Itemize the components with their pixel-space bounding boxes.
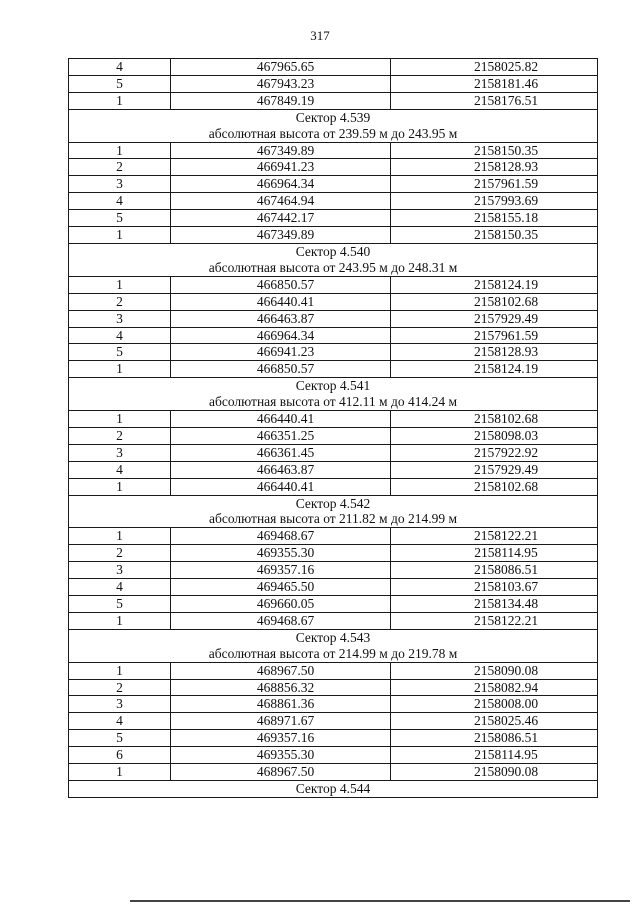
y-coordinate-cell: 2157929.49: [391, 310, 598, 327]
x-coordinate-cell: 466941.23: [171, 159, 391, 176]
y-coordinate-cell: 2157961.59: [391, 327, 598, 344]
sector-title: Сектор 4.543: [69, 629, 598, 645]
x-coordinate-cell: 466440.41: [171, 293, 391, 310]
sector-title-row: [69, 378, 598, 394]
table-row: [69, 411, 598, 428]
y-coordinate-cell: 2158086.51: [391, 562, 598, 579]
x-coordinate-cell: 467349.89: [171, 227, 391, 244]
table-row: [69, 159, 598, 176]
table-row: [69, 713, 598, 730]
point-number-cell: 1: [69, 411, 171, 428]
point-number-cell: 1: [69, 361, 171, 378]
table-row: [69, 193, 598, 210]
y-coordinate-cell: 2158150.35: [391, 142, 598, 159]
y-coordinate-cell: 2158102.68: [391, 411, 598, 428]
y-coordinate-cell: 2158008.00: [391, 696, 598, 713]
y-coordinate-cell: 2158122.21: [391, 612, 598, 629]
table-row: [69, 142, 598, 159]
x-coordinate-cell: 468967.50: [171, 662, 391, 679]
point-number-cell: 5: [69, 344, 171, 361]
table-row: [69, 75, 598, 92]
sector-altitude-range-row: [69, 126, 598, 142]
point-number-cell: 1: [69, 227, 171, 244]
table-row: [69, 176, 598, 193]
y-coordinate-cell: 2158102.68: [391, 478, 598, 495]
y-coordinate-cell: 2158082.94: [391, 679, 598, 696]
y-coordinate-cell: 2158102.68: [391, 293, 598, 310]
y-coordinate-cell: 2158122.21: [391, 528, 598, 545]
point-number-cell: 2: [69, 293, 171, 310]
table-row: [69, 361, 598, 378]
table-row: [69, 227, 598, 244]
sector-title: Сектор 4.544: [69, 780, 598, 797]
table-row: [69, 427, 598, 444]
table-row: [69, 444, 598, 461]
y-coordinate-cell: 2158114.95: [391, 545, 598, 562]
point-number-cell: 1: [69, 276, 171, 293]
x-coordinate-cell: 466850.57: [171, 276, 391, 293]
sector-altitude-range: абсолютная высота от 214.99 м до 219.78 м: [69, 646, 598, 662]
point-number-cell: 1: [69, 528, 171, 545]
table-row: [69, 562, 598, 579]
y-coordinate-cell: 2158086.51: [391, 730, 598, 747]
sector-altitude-range-row: [69, 394, 598, 410]
y-coordinate-cell: 2158114.95: [391, 747, 598, 764]
point-number-cell: 1: [69, 662, 171, 679]
table-row: [69, 210, 598, 227]
point-number-cell: 4: [69, 193, 171, 210]
point-number-cell: 5: [69, 730, 171, 747]
x-coordinate-cell: 469660.05: [171, 596, 391, 613]
y-coordinate-cell: 2157922.92: [391, 444, 598, 461]
point-number-cell: 4: [69, 713, 171, 730]
sector-title: Сектор 4.541: [69, 378, 598, 394]
coordinates-table: [68, 58, 598, 798]
point-number-cell: 6: [69, 747, 171, 764]
x-coordinate-cell: 467965.65: [171, 59, 391, 76]
table-row: [69, 596, 598, 613]
x-coordinate-cell: 468967.50: [171, 764, 391, 781]
sector-altitude-range: абсолютная высота от 243.95 м до 248.31 м: [69, 260, 598, 276]
x-coordinate-cell: 469355.30: [171, 747, 391, 764]
point-number-cell: 1: [69, 612, 171, 629]
y-coordinate-cell: 2158124.19: [391, 276, 598, 293]
table-row: [69, 344, 598, 361]
y-coordinate-cell: 2158025.82: [391, 59, 598, 76]
point-number-cell: 1: [69, 92, 171, 109]
y-coordinate-cell: 2158103.67: [391, 579, 598, 596]
y-coordinate-cell: 2158090.08: [391, 662, 598, 679]
point-number-cell: 4: [69, 579, 171, 596]
x-coordinate-cell: 469355.30: [171, 545, 391, 562]
table-row: [69, 679, 598, 696]
x-coordinate-cell: 468971.67: [171, 713, 391, 730]
x-coordinate-cell: 468856.32: [171, 679, 391, 696]
point-number-cell: 4: [69, 461, 171, 478]
y-coordinate-cell: 2158098.03: [391, 427, 598, 444]
y-coordinate-cell: 2158090.08: [391, 764, 598, 781]
y-coordinate-cell: 2158134.48: [391, 596, 598, 613]
table-row: [69, 764, 598, 781]
x-coordinate-cell: 466964.34: [171, 176, 391, 193]
point-number-cell: 1: [69, 764, 171, 781]
x-coordinate-cell: 466440.41: [171, 478, 391, 495]
point-number-cell: 4: [69, 59, 171, 76]
sector-title-row: [69, 243, 598, 259]
table-row: [69, 662, 598, 679]
x-coordinate-cell: 466440.41: [171, 411, 391, 428]
table-row: [69, 579, 598, 596]
table-row: [69, 327, 598, 344]
table-row: [69, 730, 598, 747]
point-number-cell: 2: [69, 545, 171, 562]
sector-title-row: [69, 109, 598, 125]
x-coordinate-cell: 468861.36: [171, 696, 391, 713]
table-row: [69, 545, 598, 562]
sector-altitude-range: абсолютная высота от 239.59 м до 243.95 м: [69, 126, 598, 142]
table-row: [69, 528, 598, 545]
x-coordinate-cell: 467464.94: [171, 193, 391, 210]
y-coordinate-cell: 2158176.51: [391, 92, 598, 109]
x-coordinate-cell: 467442.17: [171, 210, 391, 227]
table-row: [69, 310, 598, 327]
sector-altitude-range: абсолютная высота от 211.82 м до 214.99 м: [69, 511, 598, 527]
x-coordinate-cell: 469468.67: [171, 528, 391, 545]
sector-title: Сектор 4.539: [69, 109, 598, 125]
x-coordinate-cell: 466463.87: [171, 310, 391, 327]
x-coordinate-cell: 469468.67: [171, 612, 391, 629]
point-number-cell: 3: [69, 310, 171, 327]
y-coordinate-cell: 2158025.46: [391, 713, 598, 730]
y-coordinate-cell: 2158150.35: [391, 227, 598, 244]
point-number-cell: 5: [69, 596, 171, 613]
sector-title-row: [69, 780, 598, 797]
sector-altitude-range: абсолютная высота от 412.11 м до 414.24 м: [69, 394, 598, 410]
sector-title-row: [69, 495, 598, 511]
table-row: [69, 747, 598, 764]
x-coordinate-cell: 469465.50: [171, 579, 391, 596]
table-row: [69, 276, 598, 293]
point-number-cell: 1: [69, 142, 171, 159]
point-number-cell: 2: [69, 427, 171, 444]
x-coordinate-cell: 466964.34: [171, 327, 391, 344]
y-coordinate-cell: 2158155.18: [391, 210, 598, 227]
table-row: [69, 293, 598, 310]
y-coordinate-cell: 2158128.93: [391, 344, 598, 361]
y-coordinate-cell: 2157961.59: [391, 176, 598, 193]
table-row: [69, 478, 598, 495]
x-coordinate-cell: 469357.16: [171, 730, 391, 747]
sector-altitude-range-row: [69, 260, 598, 276]
x-coordinate-cell: 466850.57: [171, 361, 391, 378]
y-coordinate-cell: 2157929.49: [391, 461, 598, 478]
x-coordinate-cell: 466361.45: [171, 444, 391, 461]
x-coordinate-cell: 469357.16: [171, 562, 391, 579]
scan-edge-line: [130, 900, 630, 902]
table-row: [69, 696, 598, 713]
table-row: [69, 92, 598, 109]
point-number-cell: 5: [69, 210, 171, 227]
table-row: [69, 59, 598, 76]
x-coordinate-cell: 467849.19: [171, 92, 391, 109]
table-row: [69, 461, 598, 478]
point-number-cell: 3: [69, 444, 171, 461]
point-number-cell: 2: [69, 159, 171, 176]
page-number: 317: [310, 28, 330, 43]
sector-title: Сектор 4.540: [69, 243, 598, 259]
y-coordinate-cell: 2157993.69: [391, 193, 598, 210]
point-number-cell: 4: [69, 327, 171, 344]
y-coordinate-cell: 2158124.19: [391, 361, 598, 378]
table-row: [69, 612, 598, 629]
point-number-cell: 3: [69, 562, 171, 579]
coordinates-table-body: [69, 59, 598, 798]
point-number-cell: 3: [69, 696, 171, 713]
x-coordinate-cell: 467943.23: [171, 75, 391, 92]
x-coordinate-cell: 466463.87: [171, 461, 391, 478]
point-number-cell: 2: [69, 679, 171, 696]
x-coordinate-cell: 466351.25: [171, 427, 391, 444]
point-number-cell: 5: [69, 75, 171, 92]
sector-altitude-range-row: [69, 511, 598, 527]
sector-title-row: [69, 629, 598, 645]
sector-title: Сектор 4.542: [69, 495, 598, 511]
y-coordinate-cell: 2158181.46: [391, 75, 598, 92]
point-number-cell: 3: [69, 176, 171, 193]
sector-altitude-range-row: [69, 646, 598, 662]
y-coordinate-cell: 2158128.93: [391, 159, 598, 176]
point-number-cell: 1: [69, 478, 171, 495]
x-coordinate-cell: 466941.23: [171, 344, 391, 361]
x-coordinate-cell: 467349.89: [171, 142, 391, 159]
